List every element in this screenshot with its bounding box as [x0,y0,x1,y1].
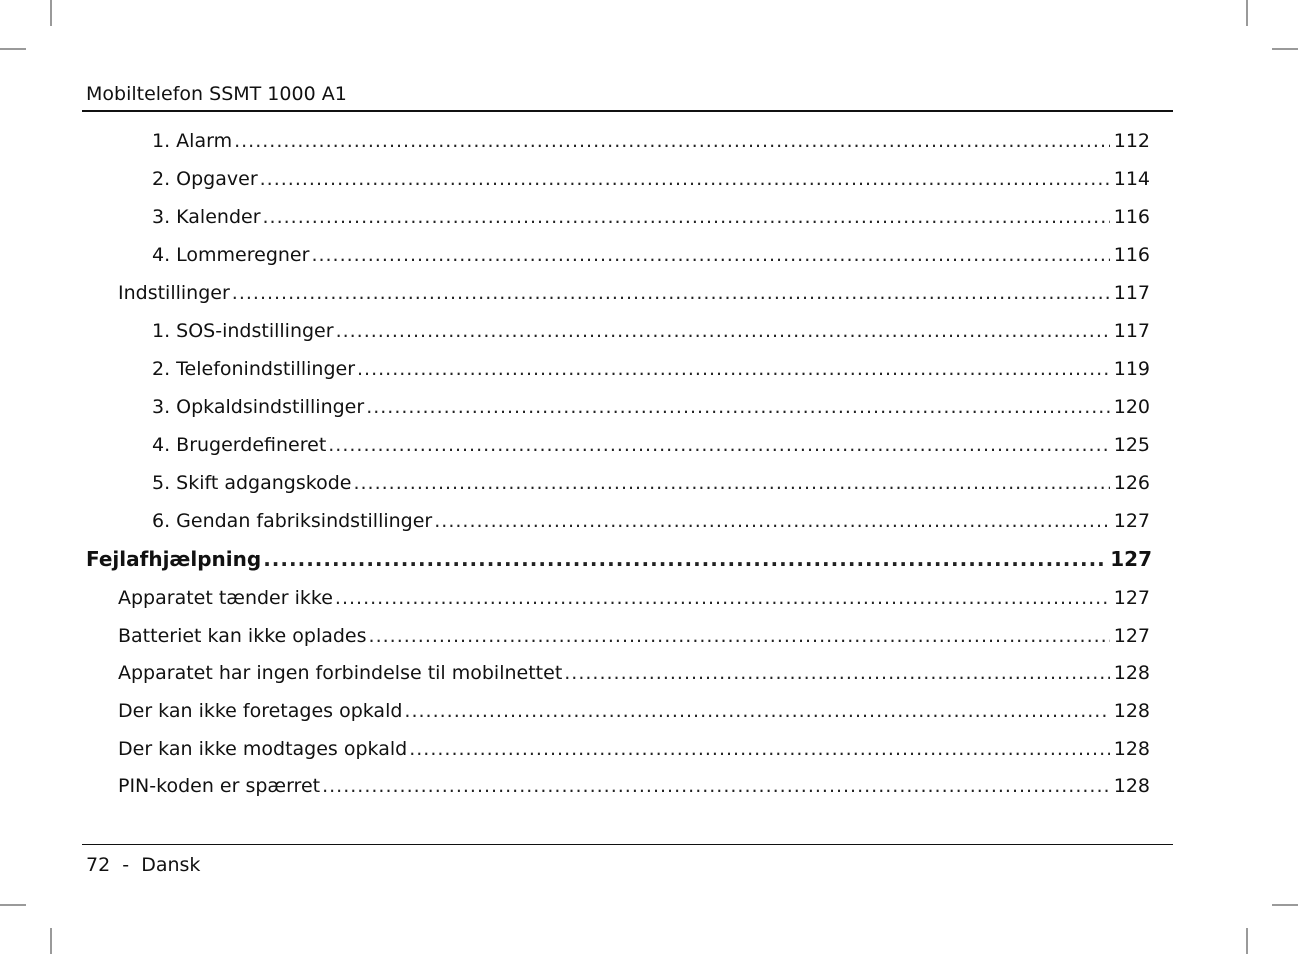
toc-leader-dots [404,696,1109,726]
toc-entry-page: 128 [1113,700,1150,722]
toc-leader-dots [335,583,1110,613]
toc-entry-label: 4. Brugerdefineret [152,434,327,456]
toc-entry-page: 127 [1113,587,1150,609]
toc-entry[interactable] [118,696,1150,726]
toc-entry-label: Indstillinger [118,282,230,304]
crop-mark-top-right-horizontal [1272,48,1298,50]
toc-entry[interactable] [152,164,1150,194]
toc-leader-dots [336,316,1110,346]
toc-chapter-page: 127 [1110,547,1152,571]
crop-mark-top-left-horizontal [0,48,26,50]
toc-leader-dots [357,354,1110,384]
toc-entry-page: 127 [1113,625,1150,647]
header-rule [82,110,1173,112]
toc-entry[interactable] [152,392,1150,422]
toc-entry-page: 120 [1113,396,1150,418]
toc-entry[interactable] [118,583,1150,613]
toc-entry[interactable] [152,506,1150,536]
toc-entry-page: 114 [1113,168,1150,190]
toc-entry-page: 125 [1113,434,1150,456]
toc-entry[interactable] [152,240,1150,270]
toc-entry[interactable] [152,468,1150,498]
toc-entry-page: 128 [1113,738,1150,760]
toc-entry[interactable] [152,430,1150,460]
toc-entry-label: 3. Opkaldsindstillinger [152,396,365,418]
toc-entry-label: 3. Kalender [152,206,261,228]
toc-entry-label: PIN-koden er spærret [118,775,321,797]
toc-entry-label: Batteriet kan ikke oplades [118,625,367,647]
toc-leader-dots [322,771,1110,801]
toc-leader-dots [434,506,1109,536]
crop-mark-top-left-vertical [50,0,52,26]
toc-entry-page: 128 [1113,662,1150,684]
toc-entry-page: 117 [1113,282,1150,304]
footer-rule [82,844,1173,845]
toc-entry-label: 1. Alarm [152,130,233,152]
toc-entry[interactable] [152,316,1150,346]
toc-leader-dots [311,240,1109,270]
toc-entry[interactable] [118,734,1150,764]
toc-entry-page: 126 [1113,472,1150,494]
toc-entry[interactable] [118,658,1150,688]
toc-leader-dots [234,126,1110,156]
toc-leader-dots [232,278,1110,308]
toc-entry-label: Der kan ikke modtages opkald [118,738,408,760]
toc-chapter-entry[interactable] [86,544,1152,574]
toc-leader-dots [260,164,1110,194]
toc-leader-dots [366,392,1110,422]
toc-entry-label: 4. Lommeregner [152,244,310,266]
toc-entry-label: Apparatet har ingen forbindelse til mobilnettet [118,662,563,684]
toc-entry-page: 119 [1113,358,1150,380]
toc-leader-dots [409,734,1110,764]
crop-mark-bottom-left-vertical [50,928,52,954]
toc-leader-dots [263,202,1110,232]
page-footer: 72 - Dansk [86,854,201,876]
crop-mark-bottom-right-horizontal [1272,904,1298,906]
toc-entry[interactable] [152,126,1150,156]
toc-entry-page: 127 [1113,510,1150,532]
running-header-title: Mobiltelefon SSMT 1000 A1 [86,83,347,105]
toc-entry[interactable] [118,621,1150,651]
toc-leader-dots [564,658,1109,688]
toc-leader-dots [263,544,1106,574]
crop-mark-bottom-left-horizontal [0,904,26,906]
toc-entry-label: 6. Gendan fabriksindstillinger [152,510,433,532]
toc-entry[interactable] [152,354,1150,384]
toc-entry-page: 116 [1113,206,1150,228]
toc-entry-label: 2. Telefonindstillinger [152,358,356,380]
toc-entry[interactable] [118,771,1150,801]
toc-leader-dots [328,430,1109,460]
toc-entry[interactable] [152,202,1150,232]
crop-mark-top-right-vertical [1246,0,1248,26]
crop-mark-bottom-right-vertical [1246,928,1248,954]
toc-leader-dots [353,468,1109,498]
toc-entry-label: Der kan ikke foretages opkald [118,700,403,722]
toc-entry-label: 2. Opgaver [152,168,258,190]
toc-leader-dots [369,621,1110,651]
toc-entry-page: 117 [1113,320,1150,342]
toc-entry[interactable] [118,278,1150,308]
toc-entry-page: 116 [1113,244,1150,266]
toc-entry-page: 128 [1113,775,1150,797]
toc-entry-label: Apparatet tænder ikke [118,587,333,609]
toc-entry-label: 5. Skift adgangskode [152,472,352,494]
toc-chapter-label: Fejlafhjælpning [86,547,262,571]
toc-entry-label: 1. SOS-indstillinger [152,320,334,342]
toc-entry-page: 112 [1113,130,1150,152]
